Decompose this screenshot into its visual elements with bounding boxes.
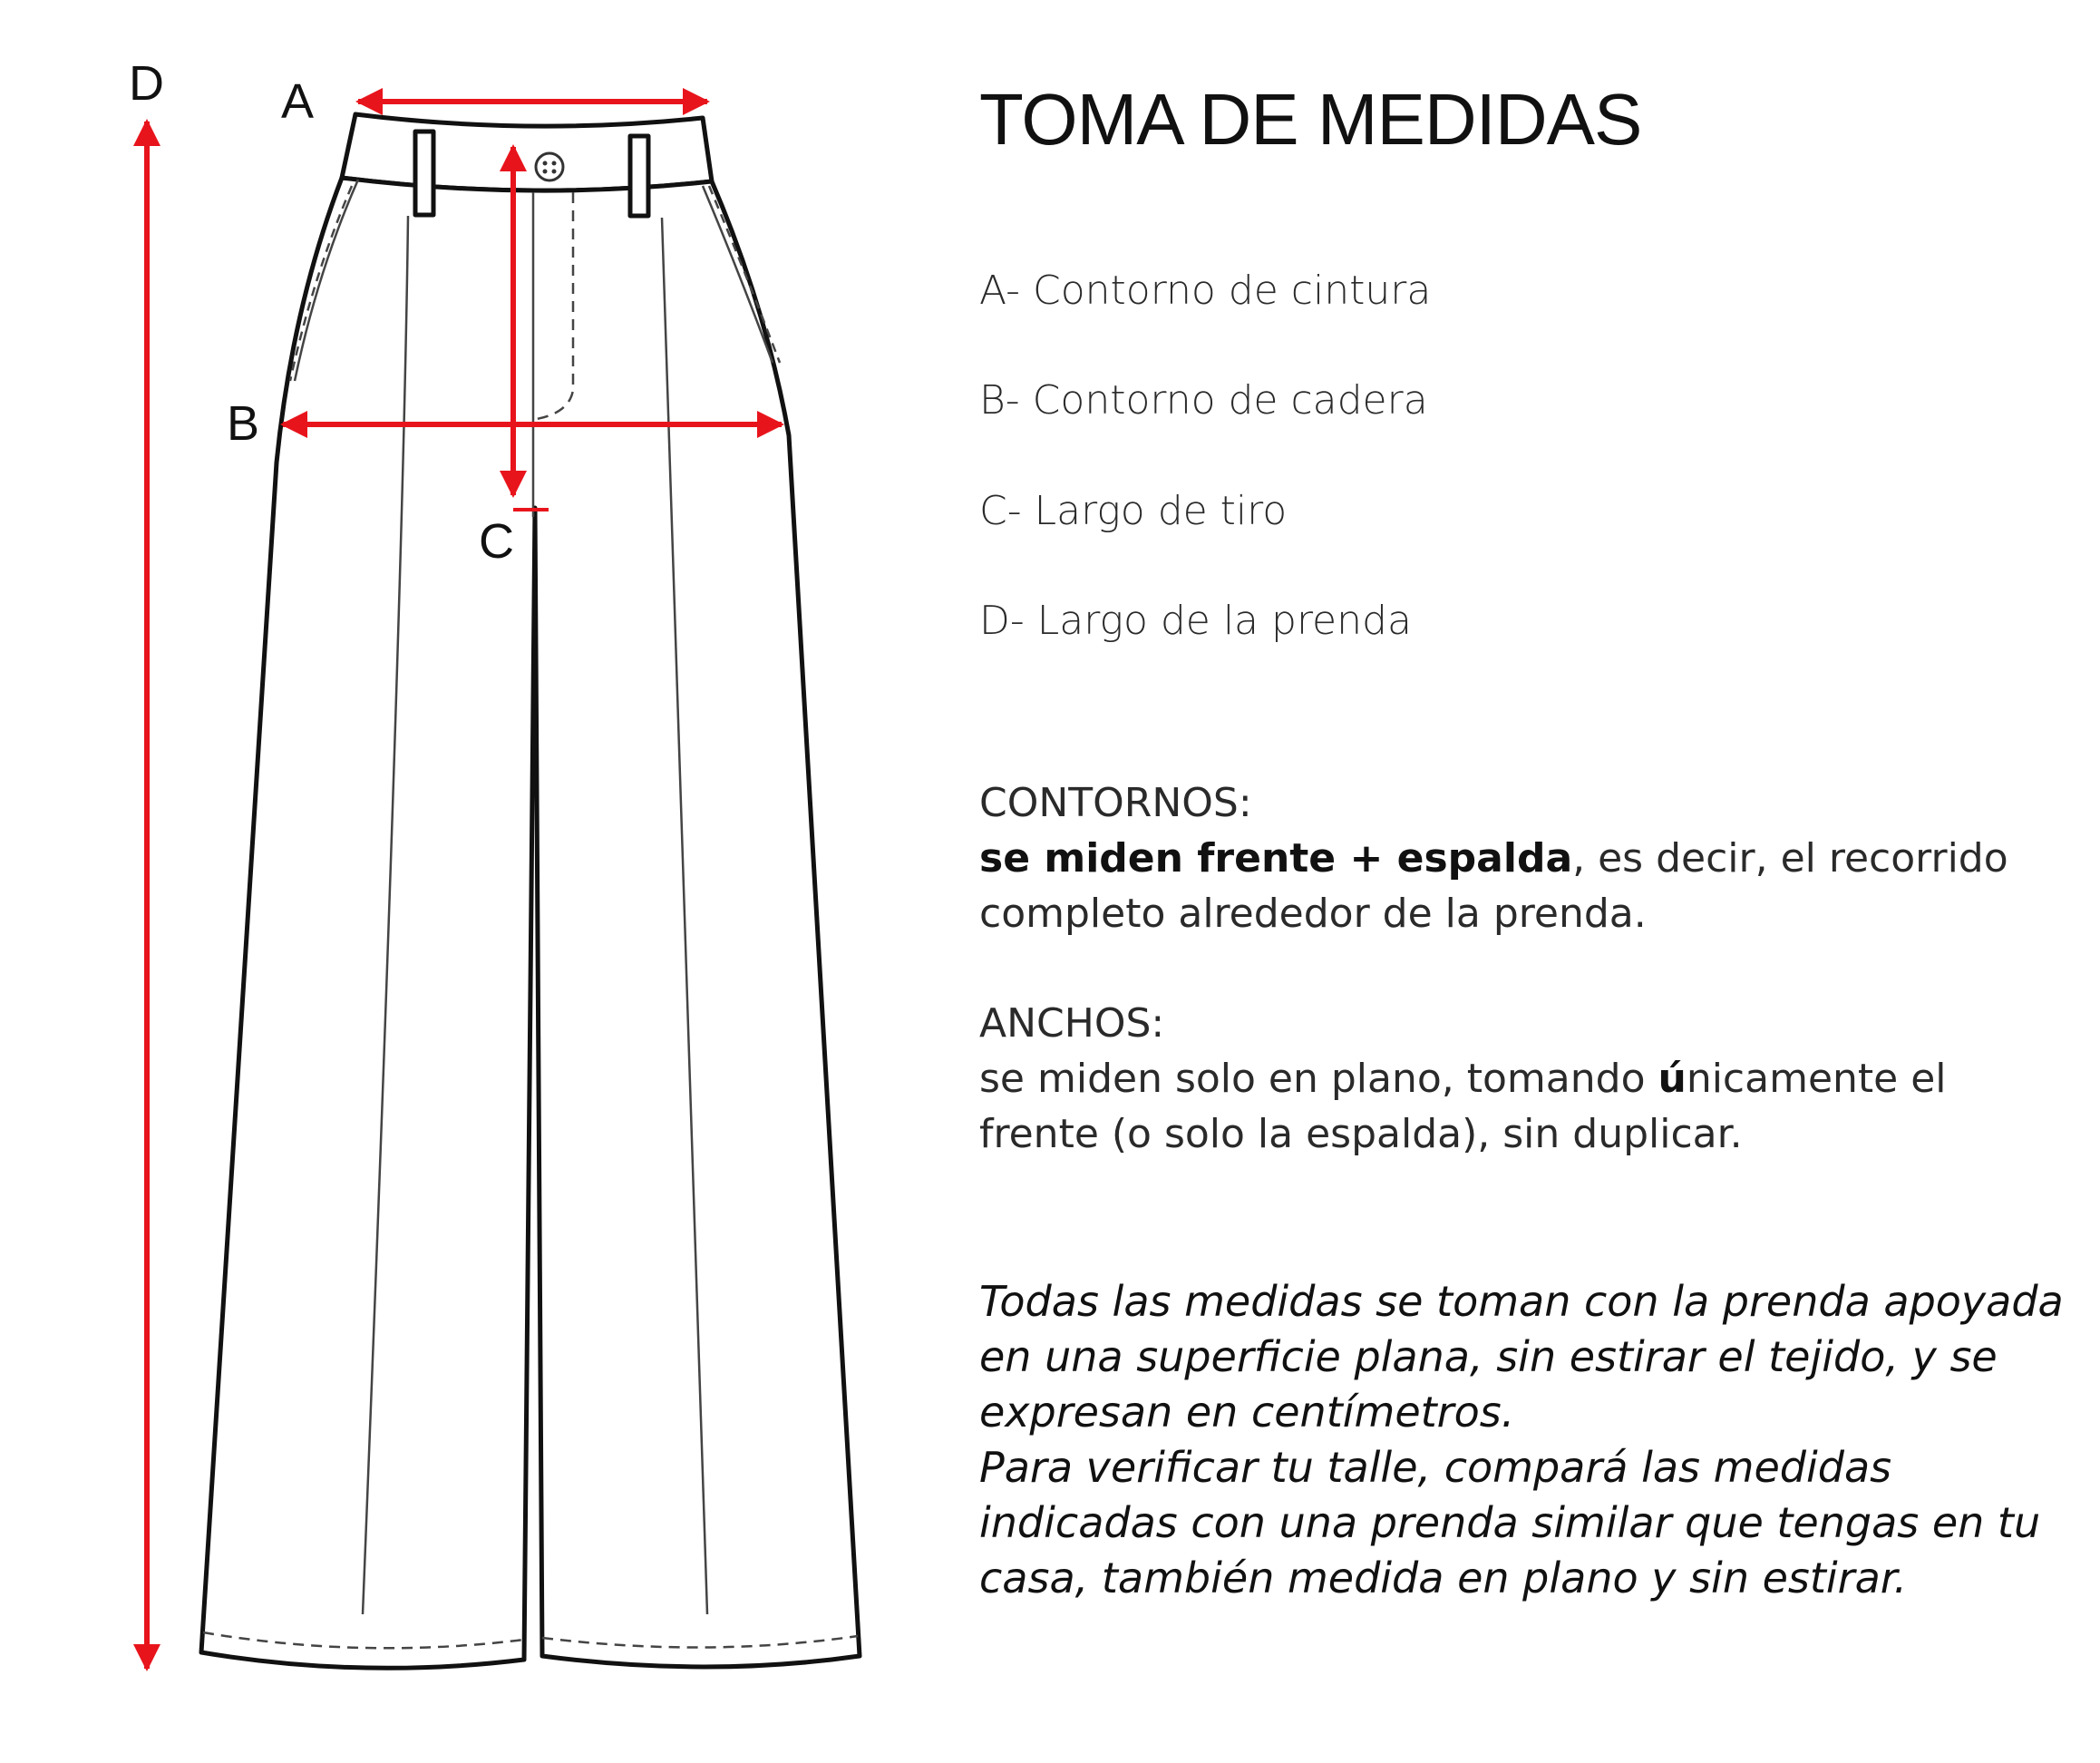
- note-line-2: Para verificar tu talle, compará las medidas indicadas con una prenda similar que tengas en tu casa, también medida en plano y sin estirar.: [979, 1443, 2041, 1602]
- contornos-bold: se miden frente + espalda: [979, 835, 1573, 882]
- note-line-1: Todas las medidas se toman con la prenda apoyada en una superficie plana, sin estirar el tejido, y se expresan en centímetros.: [979, 1277, 2064, 1437]
- contornos-text: , es decir, el recorrido completo alrededor de la prenda.: [979, 835, 2008, 937]
- label-b: B: [227, 396, 260, 451]
- legend-item-b: B- Contorno de cadera: [979, 377, 1428, 424]
- contornos-section: [979, 775, 2022, 941]
- button-icon: [536, 153, 563, 180]
- label-a: A: [281, 74, 315, 129]
- anchos-heading: ANCHOS:: [979, 1000, 1165, 1047]
- contornos-heading: CONTORNOS:: [979, 780, 1252, 826]
- belt-loop-right: [630, 136, 648, 216]
- anchos-section: [979, 996, 2022, 1162]
- pants-body: [201, 178, 860, 1668]
- page-title: TOMA DE MEDIDAS: [979, 79, 1642, 160]
- measurement-note: [979, 1274, 2067, 1606]
- pants-outline: [201, 114, 860, 1668]
- text-panel: [979, 0, 2067, 1763]
- legend-item-a: A- Contorno de cintura: [979, 268, 1432, 314]
- belt-loop-left: [415, 131, 433, 215]
- legend-item-d: D- Largo de la prenda: [979, 598, 1412, 644]
- legend-item-c: C- Largo de tiro: [979, 488, 1288, 534]
- waistband: [342, 114, 712, 190]
- anchos-text-1: se miden solo en plano, tomando: [979, 1056, 1658, 1102]
- anchos-text-2: nicamente el frente (o solo la espalda), sin duplicar.: [979, 1056, 1947, 1157]
- label-d: D: [129, 56, 164, 111]
- pants-measurement-diagram: [0, 0, 907, 1763]
- anchos-bold: ú: [1658, 1056, 1687, 1102]
- label-c: C: [479, 514, 514, 569]
